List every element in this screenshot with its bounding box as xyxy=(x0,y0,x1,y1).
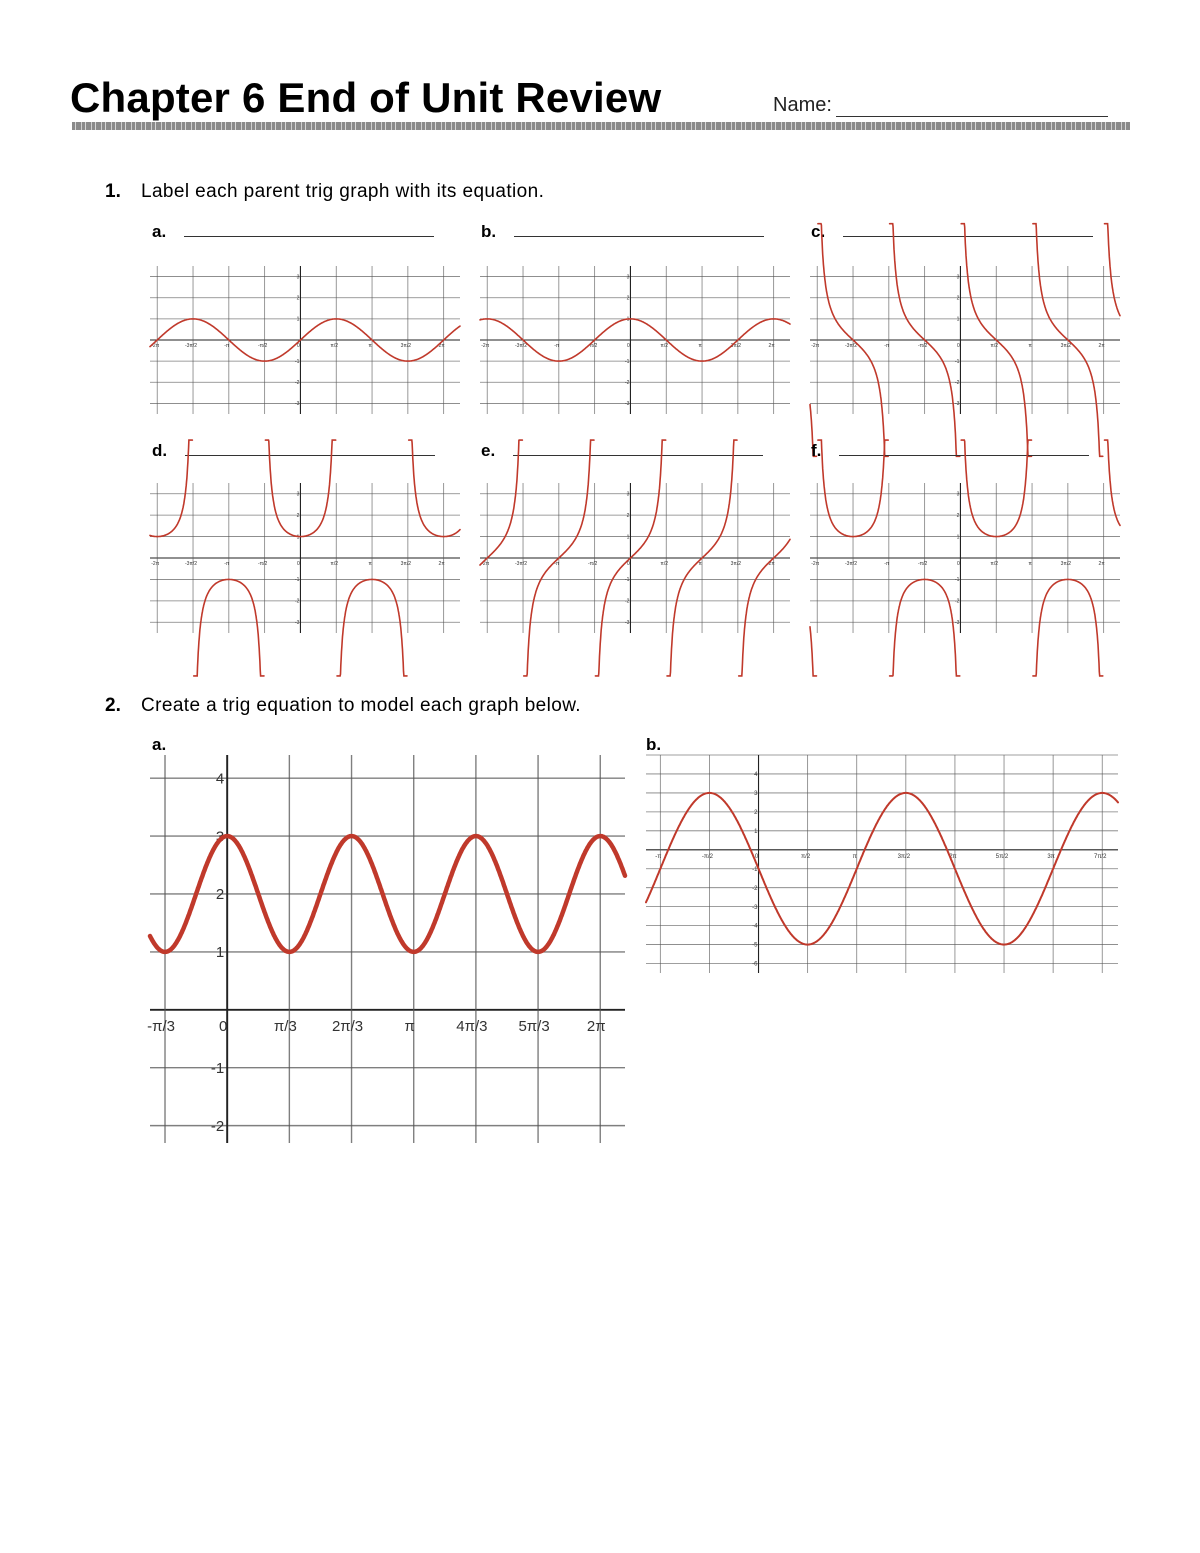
y-tick-label: -3 xyxy=(294,620,300,627)
x-tick-label: 2π xyxy=(586,1017,606,1035)
name-blank-line[interactable] xyxy=(836,100,1108,117)
y-tick-label: -1 xyxy=(954,358,960,365)
y-tick-label: 1 xyxy=(296,316,300,323)
x-tick-label: π xyxy=(368,561,372,567)
x-tick-label: π/2 xyxy=(801,853,811,860)
x-tick-label: -3π/2 xyxy=(514,343,528,349)
graph-1f xyxy=(810,483,1120,633)
x-tick-label: 2π xyxy=(1098,561,1105,567)
graph-1b xyxy=(480,266,790,414)
y-tick-label: -2 xyxy=(954,598,960,605)
x-tick-label: 0 xyxy=(957,343,960,349)
part-letter: f. xyxy=(811,441,822,460)
y-tick-label: 1 xyxy=(754,828,758,835)
q1-part-d xyxy=(152,441,435,461)
y-tick-label: -1 xyxy=(210,1059,225,1077)
x-tick-label: -π/2 xyxy=(587,343,598,349)
q1-part-a xyxy=(152,222,434,242)
y-tick-label: 1 xyxy=(626,534,630,541)
y-tick-label: -3 xyxy=(624,620,630,627)
q2-part-a-label: a. xyxy=(152,735,167,754)
y-tick-label: -3 xyxy=(954,401,960,408)
y-tick-label: 3 xyxy=(296,274,300,281)
x-tick-label: -π/2 xyxy=(587,561,598,567)
x-tick-label: 3π/2 xyxy=(1060,561,1072,567)
y-tick-label: 1 xyxy=(296,534,300,541)
x-tick-label: -3π/2 xyxy=(514,561,528,567)
y-tick-label: 3 xyxy=(626,274,630,281)
x-tick-label: -2π xyxy=(811,343,820,349)
x-tick-label: π/2 xyxy=(330,561,339,567)
y-tick-label: 4 xyxy=(215,770,225,788)
x-tick-label: 3π/2 xyxy=(1060,343,1072,349)
y-tick-label: 2 xyxy=(956,295,960,302)
x-tick-label: 2π xyxy=(768,561,775,567)
y-tick-label: -3 xyxy=(294,401,300,408)
y-tick-label: 1 xyxy=(626,316,630,323)
y-tick-label: -1 xyxy=(752,866,758,873)
graph-1d-svg xyxy=(150,483,460,633)
x-tick-label: -π/2 xyxy=(917,343,928,349)
y-tick-label: 2 xyxy=(626,512,630,519)
x-tick-label: -π xyxy=(655,853,662,860)
y-tick-label: 3 xyxy=(956,491,960,498)
graph-1c-svg xyxy=(810,266,1120,414)
y-tick-label: 3 xyxy=(296,491,300,498)
x-tick-label: π xyxy=(1028,343,1032,349)
part-letter: d. xyxy=(152,441,168,460)
x-tick-label: -2π xyxy=(811,561,820,567)
y-tick-label: 1 xyxy=(215,944,225,962)
x-tick-label: π/3 xyxy=(273,1017,297,1035)
x-tick-label: -3π/2 xyxy=(844,343,858,349)
answer-blank[interactable] xyxy=(184,222,434,237)
graph-1a-svg xyxy=(150,266,460,414)
y-tick-label: -6 xyxy=(752,961,758,968)
x-tick-label: -π xyxy=(884,561,890,567)
y-tick-label: -1 xyxy=(294,358,300,365)
y-tick-label: -1 xyxy=(624,358,630,365)
x-tick-label: 3π/2 xyxy=(400,561,412,567)
question-text: Label each parent trig graph with its equation. xyxy=(141,181,545,202)
x-tick-label: 4π/3 xyxy=(456,1017,488,1035)
x-tick-label: π/2 xyxy=(330,343,339,349)
y-tick-label: -2 xyxy=(294,598,300,605)
x-tick-label: -2π xyxy=(151,561,160,567)
curve-series xyxy=(810,627,817,676)
x-tick-label: 5π/3 xyxy=(518,1017,550,1035)
y-tick-label: 3 xyxy=(215,828,225,846)
page-title: Chapter 6 End of Unit Review xyxy=(70,74,662,121)
graph-2a-svg xyxy=(147,755,625,1143)
graph-1b-svg xyxy=(480,266,790,414)
x-tick-label: 0 xyxy=(627,343,630,349)
x-tick-label: 3π/2 xyxy=(730,561,742,567)
y-tick-label: -2 xyxy=(954,380,960,387)
x-tick-label: -π/3 xyxy=(147,1017,175,1035)
x-tick-label: 3π/2 xyxy=(897,853,911,860)
x-tick-label: 2π/3 xyxy=(331,1017,364,1035)
graph-2b-svg xyxy=(646,755,1118,973)
x-tick-label: -π xyxy=(224,561,230,567)
question-2 xyxy=(105,695,581,717)
answer-blank[interactable] xyxy=(185,441,435,456)
x-tick-label: π/2 xyxy=(990,561,999,567)
x-tick-label: π xyxy=(1028,561,1032,567)
answer-blank[interactable] xyxy=(514,222,764,237)
x-tick-label: 0 xyxy=(219,1017,228,1035)
curve-series xyxy=(1105,440,1121,525)
q1-part-c xyxy=(811,222,1093,242)
y-tick-label: 2 xyxy=(754,809,758,816)
y-tick-label: 3 xyxy=(626,491,630,498)
question-1 xyxy=(105,181,544,203)
q2-part-b-label: b. xyxy=(646,735,662,754)
graph-1d xyxy=(150,483,460,633)
question-number: 2. xyxy=(105,695,121,716)
y-tick-label: 2 xyxy=(296,295,300,302)
y-tick-label: -2 xyxy=(294,380,300,387)
y-tick-label: -3 xyxy=(752,904,758,911)
x-tick-label: π/2 xyxy=(660,343,669,349)
q1-part-b xyxy=(481,222,764,242)
title-rule xyxy=(72,122,1130,130)
y-tick-label: 1 xyxy=(956,534,960,541)
graph-1f-svg xyxy=(810,483,1120,633)
y-tick-label: -2 xyxy=(210,1117,225,1135)
part-letter: b. xyxy=(481,222,497,241)
y-tick-label: -2 xyxy=(624,380,630,387)
x-tick-label: -3π/2 xyxy=(184,561,198,567)
name-label: Name: xyxy=(773,94,832,116)
x-tick-label: 2π xyxy=(1098,343,1105,349)
x-tick-label: 5π/2 xyxy=(995,853,1009,860)
x-tick-label: 2π xyxy=(768,343,775,349)
x-tick-label: -π/2 xyxy=(257,561,268,567)
graph-2b xyxy=(646,755,1118,973)
curve-series xyxy=(1105,224,1121,316)
x-tick-label: 2π xyxy=(438,343,445,349)
x-tick-label: 3π/2 xyxy=(400,343,412,349)
graph-2a xyxy=(147,755,625,1143)
y-tick-label: 3 xyxy=(754,791,758,798)
part-letter: a. xyxy=(152,222,167,241)
graph-1e-svg xyxy=(480,483,790,633)
y-tick-label: -3 xyxy=(624,401,630,408)
question-text: Create a trig equation to model each graph below. xyxy=(141,695,581,716)
x-tick-label: π xyxy=(852,853,857,860)
y-tick-label: -4 xyxy=(752,923,758,930)
x-tick-label: -2π xyxy=(151,343,160,349)
y-tick-label: -1 xyxy=(954,577,960,584)
y-tick-label: -1 xyxy=(624,577,630,584)
x-tick-label: 0 xyxy=(627,561,630,567)
x-tick-label: -π xyxy=(224,343,230,349)
answer-blank[interactable] xyxy=(843,222,1093,237)
y-tick-label: 4 xyxy=(754,772,758,779)
x-tick-label: -π/2 xyxy=(917,561,928,567)
y-tick-label: -3 xyxy=(954,620,960,627)
y-tick-label: -2 xyxy=(624,598,630,605)
y-tick-label: -5 xyxy=(752,942,758,949)
y-tick-label: 2 xyxy=(956,512,960,519)
x-tick-label: π/2 xyxy=(660,561,669,567)
graph-1c xyxy=(810,266,1120,414)
x-tick-label: 0 xyxy=(297,561,300,567)
x-tick-label: π/2 xyxy=(990,343,999,349)
answer-blank[interactable] xyxy=(513,441,763,456)
x-tick-label: π xyxy=(698,343,702,349)
x-tick-label: 0 xyxy=(957,561,960,567)
y-tick-label: 3 xyxy=(956,274,960,281)
x-tick-label: 2π xyxy=(438,561,445,567)
y-tick-label: 2 xyxy=(215,886,225,904)
x-tick-label: -2π xyxy=(481,343,490,349)
x-tick-label: 0 xyxy=(754,853,759,860)
part-letter: c. xyxy=(811,222,826,241)
y-tick-label: 2 xyxy=(626,295,630,302)
y-tick-label: 2 xyxy=(296,512,300,519)
q1-part-e xyxy=(481,441,763,461)
x-tick-label: -3π/2 xyxy=(844,561,858,567)
x-tick-label: 3π xyxy=(1047,853,1055,860)
part-letter: e. xyxy=(481,441,496,460)
y-tick-label: -1 xyxy=(294,577,300,584)
x-tick-label: -π/2 xyxy=(701,853,714,860)
x-tick-label: π xyxy=(404,1017,415,1035)
question-number: 1. xyxy=(105,181,121,202)
x-tick-label: -π xyxy=(554,343,560,349)
name-field[interactable] xyxy=(773,94,1108,117)
y-tick-label: -2 xyxy=(752,885,758,892)
x-tick-label: 2π xyxy=(949,853,957,860)
x-tick-label: -3π/2 xyxy=(184,343,198,349)
x-tick-label: 7π/2 xyxy=(1093,853,1107,860)
x-tick-label: -π xyxy=(884,343,890,349)
x-tick-label: -2π xyxy=(481,561,490,567)
y-tick-label: 1 xyxy=(956,316,960,323)
graph-1e xyxy=(480,483,790,633)
x-tick-label: 0 xyxy=(297,343,300,349)
graph-1a xyxy=(150,266,460,414)
curve-series xyxy=(739,539,790,676)
x-tick-label: -π/2 xyxy=(257,343,268,349)
x-tick-label: 3π/2 xyxy=(730,343,742,349)
x-tick-label: -π xyxy=(554,561,560,567)
x-tick-label: π xyxy=(698,561,702,567)
q1-part-f xyxy=(811,441,1089,461)
x-tick-label: π xyxy=(368,343,372,349)
